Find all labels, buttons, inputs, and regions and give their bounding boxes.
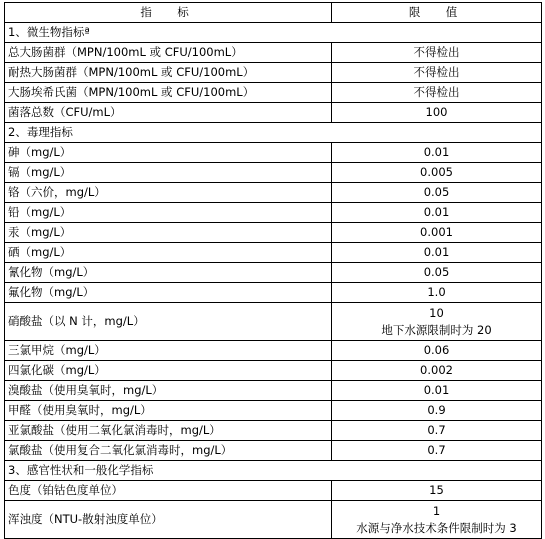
- indicator-cell: 四氯化碳（mg/L）: [5, 361, 332, 381]
- limit-value: 1: [432, 503, 441, 518]
- section-label: 2、毒理指标: [5, 123, 542, 143]
- indicator-cell: 耐热大肠菌群（MPN/100mL 或 CFU/100mL）: [5, 63, 332, 83]
- section-row: [5, 123, 542, 143]
- indicator-cell: 硒（mg/L）: [5, 243, 332, 263]
- table-row: [5, 421, 542, 441]
- limit-cell: 0.002: [332, 361, 542, 381]
- table-row: [5, 341, 542, 361]
- limit-cell: 不得检出: [332, 43, 542, 63]
- indicator-cell: 铬（六价，mg/L）: [5, 183, 332, 203]
- limit-note: 水源与净水技术条件限制时为 3: [356, 520, 517, 535]
- indicator-cell: 菌落总数（CFU/mL）: [5, 103, 332, 123]
- table-row: [5, 223, 542, 243]
- limit-cell: 0.9: [332, 401, 542, 421]
- indicator-cell: 硝酸盐（以 N 计，mg/L）: [5, 303, 332, 341]
- table-row: [5, 401, 542, 421]
- limit-cell: 0.01: [332, 203, 542, 223]
- indicator-cell: 砷（mg/L）: [5, 143, 332, 163]
- indicator-cell: 氯酸盐（使用复合二氧化氯消毒时，mg/L）: [5, 441, 332, 461]
- limit-cell: 0.01: [332, 243, 542, 263]
- limit-cell: 不得检出: [332, 63, 542, 83]
- table-row: [5, 283, 542, 303]
- indicator-cell: 镉（mg/L）: [5, 163, 332, 183]
- limit-cell: 1.0: [332, 283, 542, 303]
- table-row: [5, 263, 542, 283]
- limit-cell: 0.06: [332, 341, 542, 361]
- limit-value: 10: [429, 305, 444, 320]
- indicator-cell: 铅（mg/L）: [5, 203, 332, 223]
- limit-cell: 0.001: [332, 223, 542, 243]
- table-row: [5, 243, 542, 263]
- indicator-cell: 浑浊度（NTU-散射浊度单位）: [5, 501, 332, 539]
- table-row: [5, 103, 542, 123]
- limit-cell: 0.005: [332, 163, 542, 183]
- table-row: [5, 163, 542, 183]
- limit-cell: 0.05: [332, 263, 542, 283]
- table-row: [5, 83, 542, 103]
- indicator-cell: 总大肠菌群（MPN/100mL 或 CFU/100mL）: [5, 43, 332, 63]
- limit-cell: 不得检出: [332, 83, 542, 103]
- indicator-cell: 氟化物（mg/L）: [5, 283, 332, 303]
- table-row: [5, 381, 542, 401]
- limit-cell: 15: [332, 481, 542, 501]
- limit-cell: [332, 303, 542, 341]
- section-label: 3、感官性状和一般化学指标: [5, 461, 542, 481]
- table-row: [5, 441, 542, 461]
- indicator-cell: 色度（铂钴色度单位）: [5, 481, 332, 501]
- limit-cell: 100: [332, 103, 542, 123]
- limit-cell: 0.7: [332, 441, 542, 461]
- limit-note: 地下水源限制时为 20: [381, 322, 492, 337]
- table-body: [5, 23, 542, 539]
- indicator-cell: 甲醛（使用臭氧时，mg/L）: [5, 401, 332, 421]
- indicator-cell: 氰化物（mg/L）: [5, 263, 332, 283]
- section-label: 1、微生物指标ª: [5, 23, 542, 43]
- indicator-cell: 亚氯酸盐（使用二氧化氯消毒时，mg/L）: [5, 421, 332, 441]
- limit-cell: 0.01: [332, 143, 542, 163]
- table-row: [5, 361, 542, 381]
- header-limit: 限 值: [332, 3, 542, 23]
- limit-cell: 0.05: [332, 183, 542, 203]
- water-quality-table: [4, 2, 542, 539]
- table-row: [5, 203, 542, 223]
- section-row: [5, 23, 542, 43]
- section-row: [5, 461, 542, 481]
- table-row: [5, 43, 542, 63]
- table-row: [5, 143, 542, 163]
- table-row: [5, 481, 542, 501]
- table-row: [5, 63, 542, 83]
- limit-cell: 0.7: [332, 421, 542, 441]
- table-row: [5, 183, 542, 203]
- indicator-cell: 汞（mg/L）: [5, 223, 332, 243]
- indicator-cell: 大肠埃希氏菌（MPN/100mL 或 CFU/100mL）: [5, 83, 332, 103]
- limit-cell: [332, 501, 542, 539]
- indicator-cell: 三氯甲烷（mg/L）: [5, 341, 332, 361]
- header-indicator: 指 标: [5, 3, 332, 23]
- indicator-cell: 溴酸盐（使用臭氧时，mg/L）: [5, 381, 332, 401]
- table-row: [5, 303, 542, 341]
- table-header-row: [5, 3, 542, 23]
- table-row: [5, 501, 542, 539]
- limit-cell: 0.01: [332, 381, 542, 401]
